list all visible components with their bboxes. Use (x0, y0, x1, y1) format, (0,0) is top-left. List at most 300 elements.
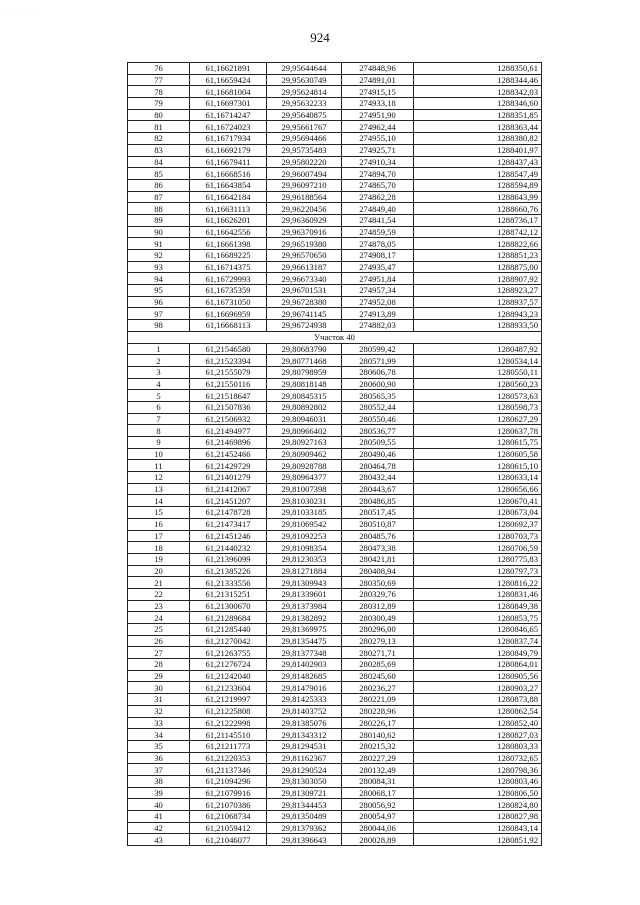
x-coordinate-cell: 274894,70 (342, 168, 414, 180)
longitude-cell: 29,80928788 (267, 460, 342, 472)
point-number-cell: 97 (128, 308, 190, 320)
point-number-cell: 43 (128, 834, 190, 846)
y-coordinate-cell: 1280873,88 (414, 694, 542, 706)
table-row (128, 472, 542, 484)
x-coordinate-cell: 280271,71 (342, 647, 414, 659)
longitude-cell: 29,96007494 (267, 168, 342, 180)
longitude-cell: 29,96701531 (267, 285, 342, 297)
point-number-cell: 13 (128, 483, 190, 495)
x-coordinate-cell: 280028,89 (342, 834, 414, 846)
latitude-cell: 61,21242040 (190, 670, 267, 682)
table-row (128, 285, 542, 297)
point-number-cell: 24 (128, 612, 190, 624)
point-number-cell: 95 (128, 285, 190, 297)
point-number-cell: 81 (128, 121, 190, 133)
longitude-cell: 29,81396643 (267, 834, 342, 846)
point-number-cell: 82 (128, 133, 190, 145)
table-row (128, 518, 542, 530)
y-coordinate-cell: 1280627,29 (414, 413, 542, 425)
point-number-cell: 23 (128, 600, 190, 612)
table-row (128, 250, 542, 262)
table-row (128, 308, 542, 320)
y-coordinate-cell: 1280656,66 (414, 483, 542, 495)
point-number-cell: 17 (128, 530, 190, 542)
point-number-cell: 35 (128, 740, 190, 752)
latitude-cell: 61,21429729 (190, 460, 267, 472)
latitude-cell: 61,16631113 (190, 203, 267, 215)
y-coordinate-cell: 1280803,46 (414, 775, 542, 787)
x-coordinate-cell: 280606,78 (342, 366, 414, 378)
longitude-cell: 29,81092253 (267, 530, 342, 542)
table-row (128, 378, 542, 390)
y-coordinate-cell: 1280550,11 (414, 366, 542, 378)
longitude-cell: 29,96570650 (267, 250, 342, 262)
table-row (128, 694, 542, 706)
latitude-cell: 61,21333556 (190, 577, 267, 589)
point-number-cell: 26 (128, 635, 190, 647)
table-row (128, 553, 542, 565)
longitude-cell: 29,81382892 (267, 612, 342, 624)
table-row (128, 320, 542, 332)
longitude-cell: 29,80798959 (267, 366, 342, 378)
y-coordinate-cell: 1280849,38 (414, 600, 542, 612)
y-coordinate-cell: 1280703,73 (414, 530, 542, 542)
latitude-cell: 61,21300670 (190, 600, 267, 612)
table-row (128, 670, 542, 682)
latitude-cell: 61,21546580 (190, 343, 267, 355)
latitude-cell: 61,21270042 (190, 635, 267, 647)
x-coordinate-cell: 280517,45 (342, 507, 414, 519)
y-coordinate-cell: 1280831,46 (414, 588, 542, 600)
longitude-cell: 29,95632233 (267, 98, 342, 110)
table-row (128, 390, 542, 402)
point-number-cell: 85 (128, 168, 190, 180)
y-coordinate-cell: 1288350,61 (414, 63, 542, 75)
longitude-cell: 29,96673340 (267, 273, 342, 285)
x-coordinate-cell: 280550,46 (342, 413, 414, 425)
y-coordinate-cell: 1280598,73 (414, 401, 542, 413)
point-number-cell: 29 (128, 670, 190, 682)
latitude-cell: 61,21289684 (190, 612, 267, 624)
latitude-cell: 61,16621891 (190, 63, 267, 75)
point-number-cell: 5 (128, 390, 190, 402)
latitude-cell: 61,21068734 (190, 811, 267, 823)
table-row (128, 811, 542, 823)
longitude-cell: 29,96188564 (267, 191, 342, 203)
longitude-cell: 29,81230353 (267, 553, 342, 565)
longitude-cell: 29,80964377 (267, 472, 342, 484)
y-coordinate-cell: 1288742,12 (414, 226, 542, 238)
latitude-cell: 61,16681004 (190, 86, 267, 98)
point-number-cell: 6 (128, 401, 190, 413)
y-coordinate-cell: 1280853,75 (414, 612, 542, 624)
x-coordinate-cell: 274925,71 (342, 144, 414, 156)
x-coordinate-cell: 280279,13 (342, 635, 414, 647)
point-number-cell: 84 (128, 156, 190, 168)
point-number-cell: 96 (128, 296, 190, 308)
table-row (128, 483, 542, 495)
longitude-cell: 29,81294531 (267, 740, 342, 752)
table-row (128, 63, 542, 75)
point-number-cell: 10 (128, 448, 190, 460)
x-coordinate-cell: 280486,85 (342, 495, 414, 507)
x-coordinate-cell: 274957,34 (342, 285, 414, 297)
latitude-cell: 61,16724023 (190, 121, 267, 133)
x-coordinate-cell: 280226,17 (342, 717, 414, 729)
table-row (128, 834, 542, 846)
point-number-cell: 77 (128, 74, 190, 86)
y-coordinate-cell: 1288907,92 (414, 273, 542, 285)
y-coordinate-cell: 1280633,14 (414, 472, 542, 484)
point-number-cell: 41 (128, 811, 190, 823)
table-row (128, 682, 542, 694)
x-coordinate-cell: 280421,81 (342, 553, 414, 565)
latitude-cell: 61,21523394 (190, 355, 267, 367)
x-coordinate-cell: 280140,62 (342, 729, 414, 741)
longitude-cell: 29,81354475 (267, 635, 342, 647)
point-number-cell: 27 (128, 647, 190, 659)
point-number-cell: 87 (128, 191, 190, 203)
latitude-cell: 61,21440232 (190, 542, 267, 554)
table-row (128, 156, 542, 168)
longitude-cell: 29,81479016 (267, 682, 342, 694)
longitude-cell: 29,81379362 (267, 822, 342, 834)
table-row (128, 635, 542, 647)
table-row (128, 717, 542, 729)
longitude-cell: 29,81033185 (267, 507, 342, 519)
x-coordinate-cell: 274848,96 (342, 63, 414, 75)
longitude-cell: 29,81098354 (267, 542, 342, 554)
x-coordinate-cell: 274962,44 (342, 121, 414, 133)
scan-margin-mark: · · · · · (6, 6, 40, 12)
table-row (128, 133, 542, 145)
point-number-cell: 12 (128, 472, 190, 484)
table-row (128, 86, 542, 98)
point-number-cell: 37 (128, 764, 190, 776)
latitude-cell: 61,21401279 (190, 472, 267, 484)
longitude-cell: 29,80845315 (267, 390, 342, 402)
point-number-cell: 39 (128, 787, 190, 799)
x-coordinate-cell: 280565,35 (342, 390, 414, 402)
y-coordinate-cell: 1288363,44 (414, 121, 542, 133)
x-coordinate-cell: 280227,29 (342, 752, 414, 764)
x-coordinate-cell: 280571,99 (342, 355, 414, 367)
table-row (128, 238, 542, 250)
y-coordinate-cell: 1288923,27 (414, 285, 542, 297)
table-row (128, 600, 542, 612)
x-coordinate-cell: 280054,97 (342, 811, 414, 823)
y-coordinate-cell: 1288643,99 (414, 191, 542, 203)
table-row (128, 507, 542, 519)
latitude-cell: 61,21518647 (190, 390, 267, 402)
point-number-cell: 86 (128, 179, 190, 191)
longitude-cell: 29,95802220 (267, 156, 342, 168)
latitude-cell: 61,16626201 (190, 214, 267, 226)
latitude-cell: 61,16642184 (190, 191, 267, 203)
latitude-cell: 61,21451246 (190, 530, 267, 542)
point-number-cell: 76 (128, 63, 190, 75)
longitude-cell: 29,95644644 (267, 63, 342, 75)
table-row (128, 168, 542, 180)
y-coordinate-cell: 1288344,46 (414, 74, 542, 86)
longitude-cell: 29,81425333 (267, 694, 342, 706)
y-coordinate-cell: 1288937,57 (414, 296, 542, 308)
x-coordinate-cell: 274935,47 (342, 261, 414, 273)
y-coordinate-cell: 1280487,92 (414, 343, 542, 355)
latitude-cell: 61,21046077 (190, 834, 267, 846)
latitude-cell: 61,21494977 (190, 425, 267, 437)
x-coordinate-cell: 274862,28 (342, 191, 414, 203)
point-number-cell: 28 (128, 659, 190, 671)
point-number-cell: 32 (128, 705, 190, 717)
point-number-cell: 25 (128, 624, 190, 636)
longitude-cell: 29,81344453 (267, 799, 342, 811)
point-number-cell: 31 (128, 694, 190, 706)
y-coordinate-cell: 1288851,23 (414, 250, 542, 262)
x-coordinate-cell: 280473,38 (342, 542, 414, 554)
y-coordinate-cell: 1280827,98 (414, 811, 542, 823)
longitude-cell: 29,81377348 (267, 647, 342, 659)
page-number: 924 (310, 30, 330, 45)
latitude-cell: 61,16696959 (190, 308, 267, 320)
table-row (128, 203, 542, 215)
y-coordinate-cell: 1280573,63 (414, 390, 542, 402)
table-row (128, 588, 542, 600)
longitude-cell: 29,96097210 (267, 179, 342, 191)
point-number-cell: 4 (128, 378, 190, 390)
longitude-cell: 29,95661767 (267, 121, 342, 133)
y-coordinate-cell: 1288547,49 (414, 168, 542, 180)
y-coordinate-cell: 1288342,03 (414, 86, 542, 98)
x-coordinate-cell: 280509,55 (342, 437, 414, 449)
x-coordinate-cell: 280464,78 (342, 460, 414, 472)
latitude-cell: 61,21145510 (190, 729, 267, 741)
y-coordinate-cell: 1288736,17 (414, 214, 542, 226)
longitude-cell: 29,95624814 (267, 86, 342, 98)
point-number-cell: 98 (128, 320, 190, 332)
y-coordinate-cell: 1280637,78 (414, 425, 542, 437)
longitude-cell: 29,81482685 (267, 670, 342, 682)
y-coordinate-cell: 1288346,60 (414, 98, 542, 110)
x-coordinate-cell: 274915,15 (342, 86, 414, 98)
longitude-cell: 29,81373984 (267, 600, 342, 612)
latitude-cell: 61,21385226 (190, 565, 267, 577)
table-row (128, 98, 542, 110)
latitude-cell: 61,16697301 (190, 98, 267, 110)
table-row (128, 226, 542, 238)
table-row (128, 179, 542, 191)
latitude-cell: 61,16731050 (190, 296, 267, 308)
latitude-cell: 61,21555079 (190, 366, 267, 378)
point-number-cell: 15 (128, 507, 190, 519)
x-coordinate-cell: 274865,70 (342, 179, 414, 191)
y-coordinate-cell: 1288594,89 (414, 179, 542, 191)
point-number-cell: 91 (128, 238, 190, 250)
y-coordinate-cell: 1288822,66 (414, 238, 542, 250)
table-row (128, 296, 542, 308)
latitude-cell: 61,21070386 (190, 799, 267, 811)
point-number-cell: 7 (128, 413, 190, 425)
latitude-cell: 61,16689225 (190, 250, 267, 262)
x-coordinate-cell: 280228,96 (342, 705, 414, 717)
latitude-cell: 61,21469896 (190, 437, 267, 449)
x-coordinate-cell: 280485,76 (342, 530, 414, 542)
table-row (128, 437, 542, 449)
y-coordinate-cell: 1280846,65 (414, 624, 542, 636)
point-number-cell: 38 (128, 775, 190, 787)
table-row (128, 261, 542, 273)
x-coordinate-cell: 280350,69 (342, 577, 414, 589)
latitude-cell: 61,21451207 (190, 495, 267, 507)
latitude-cell: 61,16661398 (190, 238, 267, 250)
latitude-cell: 61,16679411 (190, 156, 267, 168)
x-coordinate-cell: 274955,10 (342, 133, 414, 145)
latitude-cell: 61,21233604 (190, 682, 267, 694)
x-coordinate-cell: 280312,89 (342, 600, 414, 612)
point-number-cell: 36 (128, 752, 190, 764)
x-coordinate-cell: 280245,60 (342, 670, 414, 682)
latitude-cell: 61,21263755 (190, 647, 267, 659)
longitude-cell: 29,81309943 (267, 577, 342, 589)
table-row (128, 144, 542, 156)
latitude-cell: 61,16643854 (190, 179, 267, 191)
y-coordinate-cell: 1280824,80 (414, 799, 542, 811)
longitude-cell: 29,81339601 (267, 588, 342, 600)
table-row (128, 775, 542, 787)
longitude-cell: 29,96724938 (267, 320, 342, 332)
point-number-cell: 89 (128, 214, 190, 226)
table-row (128, 191, 542, 203)
y-coordinate-cell: 1288933,50 (414, 320, 542, 332)
longitude-cell: 29,80818148 (267, 378, 342, 390)
table-row (128, 74, 542, 86)
longitude-cell: 29,81162367 (267, 752, 342, 764)
latitude-cell: 61,21412067 (190, 483, 267, 495)
y-coordinate-cell: 1280843,14 (414, 822, 542, 834)
longitude-cell: 29,80909462 (267, 448, 342, 460)
table-row (128, 121, 542, 133)
longitude-cell: 29,95694466 (267, 133, 342, 145)
point-number-cell: 34 (128, 729, 190, 741)
y-coordinate-cell: 1280670,41 (414, 495, 542, 507)
x-coordinate-cell: 280552,44 (342, 401, 414, 413)
x-coordinate-cell: 280056,92 (342, 799, 414, 811)
latitude-cell: 61,21315251 (190, 588, 267, 600)
point-number-cell: 21 (128, 577, 190, 589)
latitude-cell: 61,21452466 (190, 448, 267, 460)
longitude-cell: 29,80892802 (267, 401, 342, 413)
point-number-cell: 16 (128, 518, 190, 530)
x-coordinate-cell: 280408,94 (342, 565, 414, 577)
section-label: Участок 40 (128, 331, 542, 343)
point-number-cell: 9 (128, 437, 190, 449)
table-row (128, 705, 542, 717)
latitude-cell: 61,21137346 (190, 764, 267, 776)
y-coordinate-cell: 1280775,83 (414, 553, 542, 565)
latitude-cell: 61,21211773 (190, 740, 267, 752)
table-row (128, 740, 542, 752)
table-row (128, 460, 542, 472)
latitude-cell: 61,21478728 (190, 507, 267, 519)
longitude-cell: 29,80966402 (267, 425, 342, 437)
latitude-cell: 61,16714247 (190, 109, 267, 121)
longitude-cell: 29,80946031 (267, 413, 342, 425)
y-coordinate-cell: 1280803,33 (414, 740, 542, 752)
table-row (128, 413, 542, 425)
latitude-cell: 61,21550116 (190, 378, 267, 390)
x-coordinate-cell: 274891,01 (342, 74, 414, 86)
y-coordinate-cell: 1280852,40 (414, 717, 542, 729)
x-coordinate-cell: 280443,67 (342, 483, 414, 495)
longitude-cell: 29,80927163 (267, 437, 342, 449)
point-number-cell: 8 (128, 425, 190, 437)
table-row (128, 530, 542, 542)
latitude-cell: 61,21220353 (190, 752, 267, 764)
y-coordinate-cell: 1280905,56 (414, 670, 542, 682)
table-row (128, 542, 542, 554)
x-coordinate-cell: 280084,31 (342, 775, 414, 787)
table-row (128, 343, 542, 355)
x-coordinate-cell: 274849,40 (342, 203, 414, 215)
longitude-cell: 29,81007398 (267, 483, 342, 495)
table-row (128, 495, 542, 507)
latitude-cell: 61,21396099 (190, 553, 267, 565)
longitude-cell: 29,81290524 (267, 764, 342, 776)
x-coordinate-cell: 274952,08 (342, 296, 414, 308)
x-coordinate-cell: 274859,59 (342, 226, 414, 238)
x-coordinate-cell: 280132,49 (342, 764, 414, 776)
y-coordinate-cell: 1280862,54 (414, 705, 542, 717)
x-coordinate-cell: 280044,06 (342, 822, 414, 834)
longitude-cell: 29,81271884 (267, 565, 342, 577)
y-coordinate-cell: 1280706,59 (414, 542, 542, 554)
point-number-cell: 83 (128, 144, 190, 156)
table-row (128, 659, 542, 671)
longitude-cell: 29,95640875 (267, 109, 342, 121)
longitude-cell: 29,81303050 (267, 775, 342, 787)
y-coordinate-cell: 1280692,37 (414, 518, 542, 530)
longitude-cell: 29,81030231 (267, 495, 342, 507)
latitude-cell: 61,16735359 (190, 285, 267, 297)
x-coordinate-cell: 280300,49 (342, 612, 414, 624)
y-coordinate-cell: 1280732,65 (414, 752, 542, 764)
longitude-cell: 29,81369975 (267, 624, 342, 636)
latitude-cell: 61,21507836 (190, 401, 267, 413)
longitude-cell: 29,95630749 (267, 74, 342, 86)
x-coordinate-cell: 274933,18 (342, 98, 414, 110)
latitude-cell: 61,21276724 (190, 659, 267, 671)
table-row (128, 565, 542, 577)
y-coordinate-cell: 1288380,82 (414, 133, 542, 145)
longitude-cell: 29,96519380 (267, 238, 342, 250)
x-coordinate-cell: 280599,42 (342, 343, 414, 355)
table-row (128, 752, 542, 764)
x-coordinate-cell: 280068,17 (342, 787, 414, 799)
y-coordinate-cell: 1280615,75 (414, 437, 542, 449)
latitude-cell: 61,16714375 (190, 261, 267, 273)
y-coordinate-cell: 1280851,92 (414, 834, 542, 846)
x-coordinate-cell: 280432,44 (342, 472, 414, 484)
point-number-cell: 3 (128, 366, 190, 378)
longitude-cell: 29,96360929 (267, 214, 342, 226)
y-coordinate-cell: 1280797,73 (414, 565, 542, 577)
table-row (128, 214, 542, 226)
x-coordinate-cell: 280236,27 (342, 682, 414, 694)
longitude-cell: 29,81350489 (267, 811, 342, 823)
longitude-cell: 29,81343312 (267, 729, 342, 741)
point-number-cell: 90 (128, 226, 190, 238)
latitude-cell: 61,21094296 (190, 775, 267, 787)
